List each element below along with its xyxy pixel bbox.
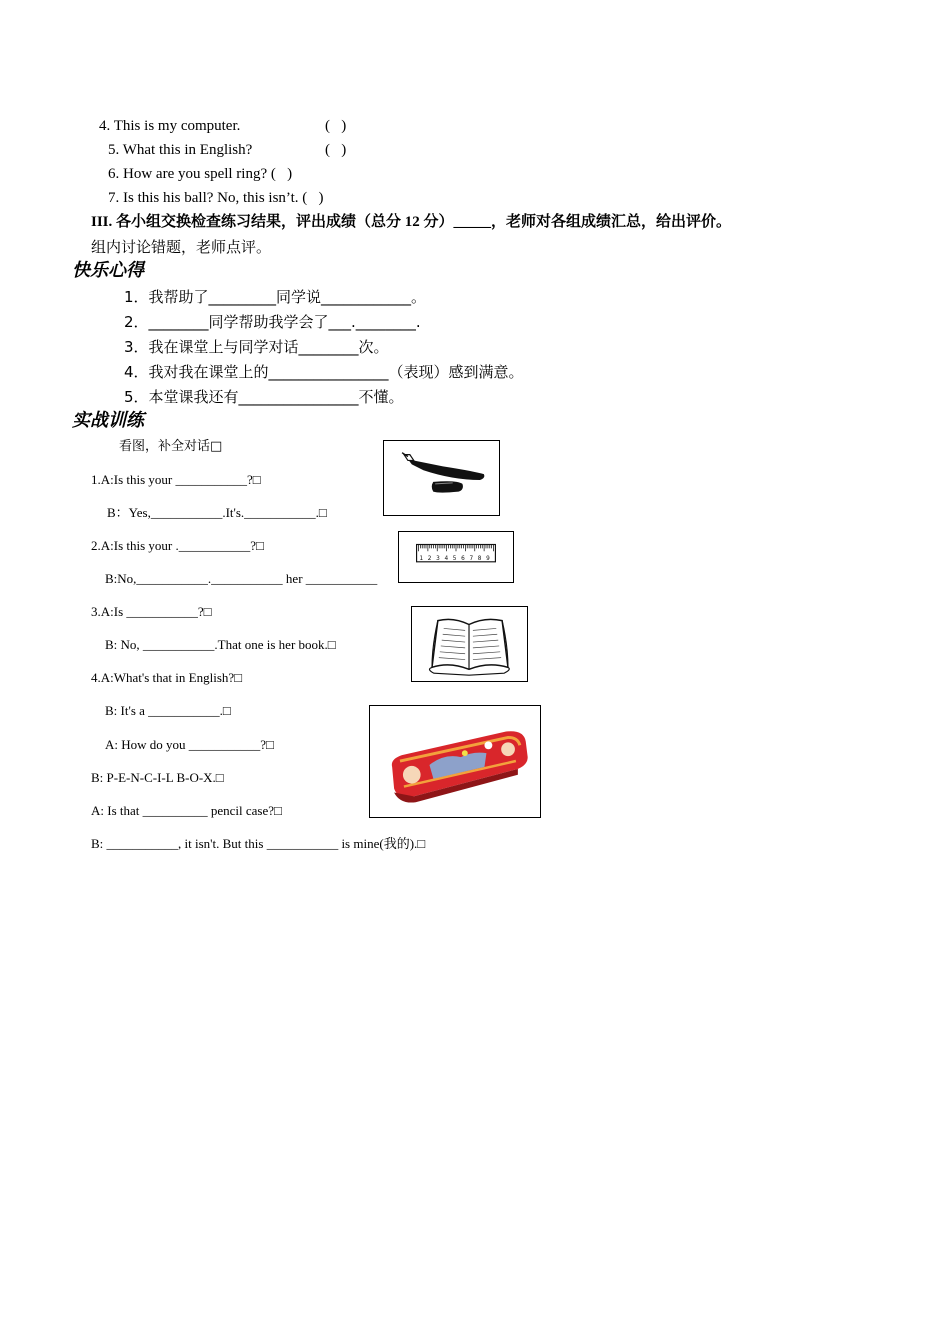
practice-line-7: 4.A:What's that in English?□ (91, 670, 243, 685)
practice-line-4: B:No,___________.___________ her ___________ (105, 571, 378, 586)
ruler-digit: 7 (469, 555, 474, 562)
question-4-text: 4. This is my computer. (99, 118, 241, 134)
question-5-paren: ( ) (325, 142, 347, 158)
question-4-paren: ( ) (325, 118, 347, 134)
ruler-digit: 6 (461, 555, 465, 562)
ruler-digit: 3 (436, 555, 440, 562)
question-5 (108, 140, 252, 160)
question-6: 6. How are you spell ring? ( ) (108, 166, 293, 182)
practice-line-2: B：Yes,___________.It's.___________.□ (107, 505, 327, 520)
ruler-digit: 8 (477, 555, 482, 562)
ruler-digit: 5 (452, 555, 457, 562)
happy-item-4: 4．我对我在课堂上的________________（表现）感到满意。 (124, 363, 524, 381)
ruler-digit: 9 (486, 555, 490, 562)
practice-line-11: A: Is that __________ pencil case?□ (91, 803, 282, 818)
practice-heading: 实战训练 (72, 410, 144, 431)
happy-heading: 快乐心得 (72, 260, 144, 281)
practice-line-9: A: How do you ___________?□ (105, 737, 274, 752)
book-icon (412, 607, 527, 681)
happy-item-3: 3．我在课堂上与同学对话________次。 (124, 338, 389, 356)
ruler-digit: 2 (427, 555, 432, 562)
pencil-box-icon (370, 706, 540, 817)
practice-line-10: B: P-E-N-C-I-L B-O-X.□ (91, 770, 224, 785)
practice-line-12: B: ___________, it isn't. But this ___________ is mine(我的).□ (91, 836, 426, 851)
practice-line-3: 2.A:Is this your .___________?□ (91, 538, 264, 553)
happy-item-2: 2．________同学帮助我学会了___.________. (124, 313, 421, 331)
ruler-digit: 1 (419, 555, 424, 562)
question-7: 7. Is this his ball? No, this isn’t. ( ) (108, 190, 324, 206)
pen-image (383, 440, 500, 516)
happy-item-5: 5．本堂课我还有________________不懂。 (124, 388, 404, 406)
question-4 (99, 116, 240, 136)
ruler-digit: 4 (444, 555, 449, 562)
practice-line-6: B: No, ___________.That one is her book.□ (105, 637, 336, 652)
practice-line-8: B: It's a ___________.□ (105, 703, 231, 718)
practice-line-1: 1.A:Is this your ___________?□ (91, 472, 261, 487)
pencil-box-image (369, 705, 541, 818)
section-3-instruction: III. 各小组交换检查练习结果，评出成绩（总分 12 分）_____，老师对各组成绩汇总，给出评价。 (91, 214, 732, 230)
ruler-icon (399, 532, 513, 582)
happy-item-1: 1．我帮助了_________同学说____________。 (124, 288, 427, 306)
ruler-image (398, 531, 514, 583)
section-3-note: 组内讨论错题，老师点评。 (91, 238, 272, 256)
practice-instruction: 看图，补全对话□ (119, 439, 223, 454)
pen-icon (384, 441, 499, 515)
practice-line-5: 3.A:Is ___________?□ (91, 604, 212, 619)
book-image (411, 606, 528, 682)
question-5-text: 5. What this in English? (108, 142, 253, 158)
